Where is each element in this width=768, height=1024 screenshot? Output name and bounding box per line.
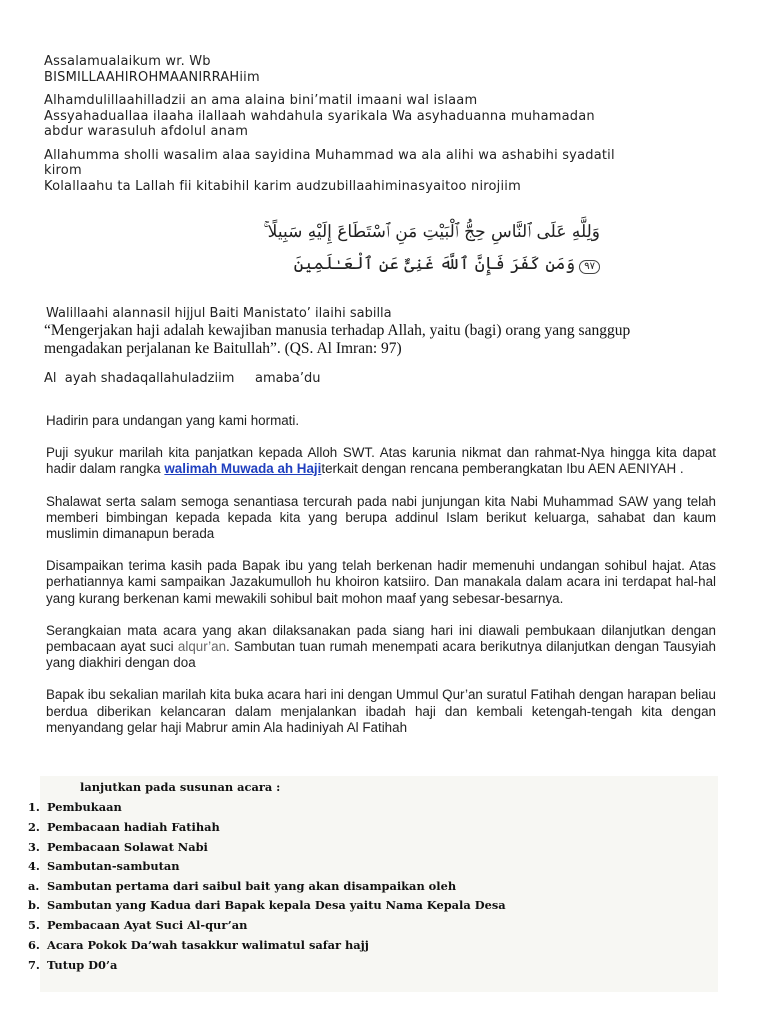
agenda-item-text: Pembacaan hadiah Fatihah	[47, 820, 220, 834]
verse-translation	[44, 322, 734, 358]
walimah-link[interactable]: walimah Muwada ah Haji	[164, 461, 322, 477]
agenda-item-number: a.	[28, 879, 40, 893]
sholawat-line: Allahumma sholli wasalim alaa sayidina Muhammad wa ala alihi wa ashabihi syadatil	[44, 147, 615, 163]
terima-kasih-paragraph: Disampaikan terima kasih pada Bapak ibu yang telah berkenan hadir memenuhi undangan sohibul hajat. Atas perhatiannya kami sampaikan Jazakumulloh hu khoiron katsiiro. Dan manakala dalam acara ini terdapat hal-hal yang kurang berkenan kami mewakili sohibul bait mohon maaf yang sebesar-besarnya.	[46, 558, 716, 606]
agenda-item-number: 5.	[28, 918, 40, 932]
speech-body	[46, 413, 716, 752]
agenda-item-text: Pembacaan Solawat Nabi	[47, 840, 208, 854]
translation-line-2: mengadakan perjalanan ke Baitullah”. (QS. Al Imran: 97)	[44, 340, 402, 357]
agenda-item-text: Sambutan pertama dari saibul bait yang akan disampaikan oleh	[47, 879, 457, 893]
arabic-verse-line-1: وَلِلَّهِ عَلَى ٱلنَّاسِ حِجُّ ٱلْبَيْتِ مَنِ ٱسْتَطَاعَ إِلَيْهِ سَبِيلًا ۚ	[263, 222, 600, 242]
greeting-paragraph: Hadirin para undangan yang kami hormati.	[46, 413, 300, 428]
ayah-number-marker: ٩٧	[579, 260, 600, 274]
syukur-text: Puji syukur marilah kita panjatkan kepada Alloh SWT. Atas karunia nikmat dan rahmat-Nya hingga kita dapat hadir dalam rangka	[46, 445, 716, 477]
fatihah-paragraph: Bapak ibu sekalian marilah kita buka acara hari ini dengan Ummul Qur’an suratul Fatihah dengan harapan beliau berdua diberikan kelancaran dalam menjalankan ibadah haji dan kembali ketengah-tengah kita dengan menyandang gelar haji Mabrur amin Ala hadiniyah Al Fatihah	[46, 687, 716, 735]
agenda-item-number: 3.	[28, 840, 40, 854]
agenda-item-number: 4.	[28, 859, 40, 873]
agenda-item-number: 7.	[28, 958, 40, 972]
rangkaian-paragraph	[46, 623, 716, 672]
sholawat-line-continued: kirom	[44, 163, 82, 178]
verse-transliteration: Walillaahi alannasil hijjul Baiti Manistato’ ilaihi sabilla	[46, 306, 392, 321]
translation-line-1: “Mengerjakan haji adalah kewajiban manusia terhadap Allah, yaitu (bagi) orang yang sanggup	[44, 322, 631, 339]
agenda-item-text: Sambutan-sambutan	[47, 859, 180, 873]
rangkaian-text: Serangkaian mata acara yang akan dilaksanakan pada siang hari ini diawali pembukaan dilanjutkan dengan pembacaan ayat suci	[46, 622, 716, 655]
closing-ayah-line: Al ayah shadaqallahuladziim amaba’du	[44, 371, 321, 386]
hamdalah-line: Alhamdulillaahilladzii an ama alaina bini’matil imaani wal islaam	[44, 93, 478, 108]
agenda-item-text: Pembacaan Ayat Suci Al-qur’an	[47, 918, 248, 932]
syukur-paragraph	[46, 445, 716, 477]
alquran-word: alqur’an	[177, 639, 227, 655]
agenda-item-number: b.	[28, 898, 40, 912]
rangkaian-text-continued: . Sambutan tuan rumah menempati acara berikutnya dilanjutkan dengan Tausyiah yang diakhiri dengan doa	[46, 639, 716, 671]
syahadat-line: Assyahaduallaa ilaaha ilallaah wahdahula syarikala Wa asyhaduanna muhamadan	[44, 108, 595, 124]
agenda-item-number: 2.	[28, 820, 40, 834]
syukur-text-continued: terkait dengan rencana pemberangkatan Ibu AEN AENIYAH .	[321, 461, 684, 477]
agenda-item-text: Tutup D0’a	[47, 958, 118, 972]
agenda-item-number: 6.	[28, 938, 40, 952]
syahadat-line-continued: abdur warasuluh afdolul anam	[44, 124, 249, 139]
kolallaahu-line: Kolallaahu ta Lallah fii kitabihil karim audzubillaahiminasyaitoo nirojiim	[44, 178, 521, 194]
shalawat-paragraph: Shalawat serta salam semoga senantiasa tercurah pada nabi junjungan kita Nabi Muhammad SAW yang telah memberi bimbingan kepada kepada kita yang berupa addinul Islam berikut keluarga, sahabat dan kaum muslimin dimanapun berada	[46, 493, 716, 542]
arabic-verse-line-2-text: وَمَن كَفَرَ فَإِنَّ ٱللَّهَ غَنِىٌّ عَنِ ٱلْعَـٰلَمِينَ	[293, 254, 576, 274]
agenda-item-text: Pembukaan	[47, 800, 122, 814]
agenda-item-text: Acara Pokok Da’wah tasakkur walimatul safar hajj	[47, 938, 369, 952]
agenda-item-number: 1.	[28, 800, 40, 814]
arabic-verse-line-2	[190, 248, 600, 280]
bismillah-line: BISMILLAAHIROHMAANIRRAHiim	[44, 69, 260, 85]
arabic-verse	[190, 216, 600, 284]
agenda-item-text: Sambutan yang Kadua dari Bapak kepala Desa yaitu Nama Kepala Desa	[47, 898, 506, 912]
salam-line: Assalamualaikum wr. Wb	[44, 54, 211, 69]
opening-section	[44, 54, 724, 202]
agenda-intro: lanjutkan pada susunan acara :	[80, 780, 281, 794]
